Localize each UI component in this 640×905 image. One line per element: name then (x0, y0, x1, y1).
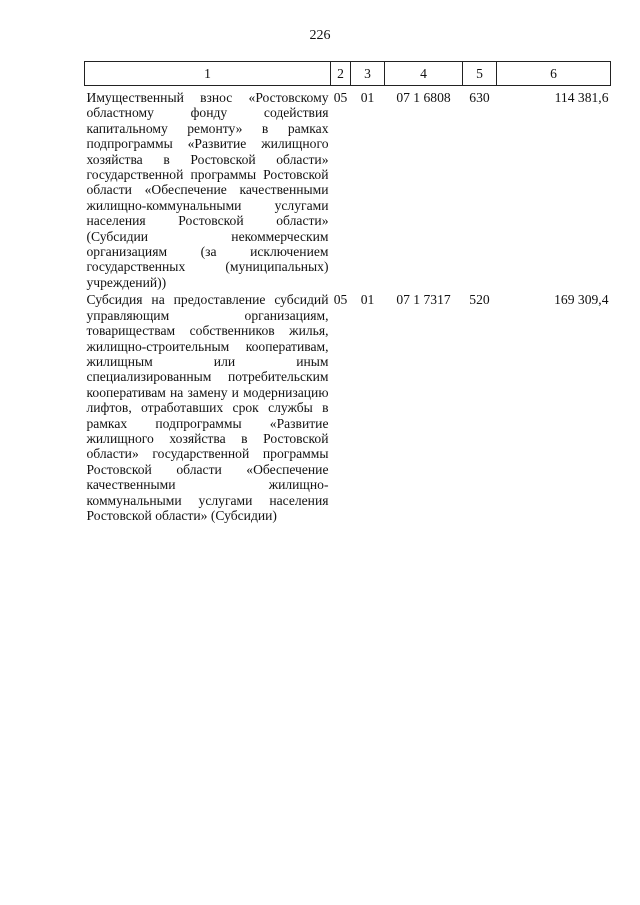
budget-table (84, 61, 611, 523)
column-header-3: 3 (351, 62, 385, 86)
page-number: 226 (309, 28, 331, 43)
row-expense-type: 520 (469, 292, 490, 308)
column-header-1: 1 (85, 62, 331, 86)
row-expense-type: 630 (469, 90, 490, 105)
row-subsection-code: 01 (360, 90, 375, 105)
row-section-code: 05 (333, 292, 348, 308)
column-header-4: 4 (385, 62, 463, 86)
column-header-6: 6 (497, 62, 611, 86)
row-description: Субсидия на предоставление субсидий управляющим организациям, товариществам собственников жилья, жилищно-строительным кооперативам, жилищным или иным специализированным потребительским кооперативам на замену и модернизацию лифтов, отработавших срок службы в рамках подпрограммы «Развитие жилищного хозяйства в Ростовской области» государственной программы Ростовской области «Обеспечение качественными жилищно-коммунальными услугами населения Ростовской области» (Субсидии) (86, 292, 329, 523)
row-section-code: 05 (333, 90, 348, 105)
table-row (85, 290, 611, 523)
row-target-article: 07 1 7317 (396, 292, 451, 308)
column-header-5: 5 (463, 62, 497, 86)
row-amount: 169 309,4 (554, 292, 609, 308)
row-target-article: 07 1 6808 (396, 90, 451, 105)
row-amount: 114 381,6 (554, 90, 609, 105)
table-row (85, 86, 611, 291)
row-description: Имущественный взнос «Ростовскому областному фонду содействия капитальному ремонту» в рамках подпрограммы «Развитие жилищного хозяйства в Ростовской области» государственной программы Ростовской области «Обеспечение качественными жилищно-коммунальными услугами населения Ростовской области» (Субсидии некоммерческим организациям (за исключением государственных (муниципальных) учреждений)) (86, 90, 329, 290)
table-header-row (85, 62, 611, 86)
row-subsection-code: 01 (360, 292, 375, 308)
column-header-2: 2 (331, 62, 351, 86)
